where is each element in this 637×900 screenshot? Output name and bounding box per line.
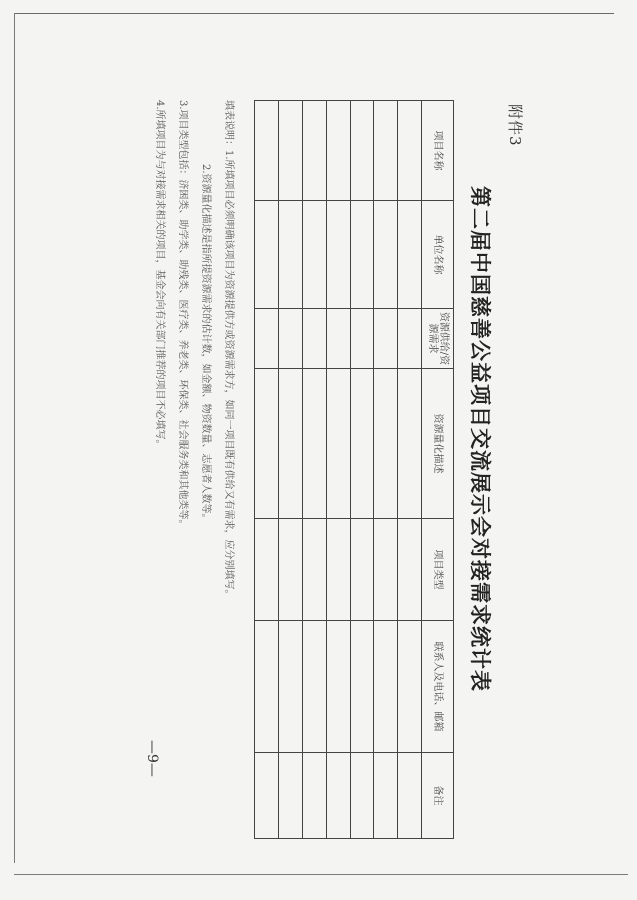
scan-edge-bottom <box>14 874 628 875</box>
demand-statistics-table <box>254 100 454 839</box>
instruction-line-1: 填表说明：1.所填项目必须明确该项目为资源提供方或资源需求方，如同一项目既有供给又有需求，应分别填写。 <box>223 100 234 600</box>
header-remarks: 备注 <box>422 753 454 839</box>
header-project-type: 项目类型 <box>422 519 454 621</box>
scan-edge-top <box>14 13 614 14</box>
table-row <box>278 101 302 839</box>
table-row <box>398 101 422 839</box>
header-unit-name: 单位名称 <box>422 201 454 309</box>
instruction-line-2: 2.资源量化描述是指所提资源需求的估计数，如金额、物资数量、志愿者人数等。 <box>200 164 211 524</box>
attachment-label: 附件3 <box>506 104 524 147</box>
table-row <box>326 101 350 839</box>
scan-edge-left <box>14 13 15 863</box>
instruction-line-4: 4.所填项目为与对接需求相关的项目，基金会向有关部门推荐的项目不必填写。 <box>154 100 165 450</box>
rotated-document-sheet <box>144 100 530 838</box>
page-number: —9— <box>144 740 160 777</box>
header-quantified-description: 资源量化描述 <box>422 369 454 519</box>
table-row <box>255 101 279 839</box>
header-contact: 联系人及电话、邮箱 <box>422 621 454 753</box>
table-row <box>374 101 398 839</box>
document-title: 第二届中国慈善公益项目交流展示会对接需求统计表 <box>468 186 493 692</box>
table-row <box>302 101 326 839</box>
table-row <box>350 101 374 839</box>
header-supply-demand: 资源供给/资源需求 <box>422 309 454 369</box>
filling-instructions <box>148 100 240 838</box>
header-project-name: 项目名称 <box>422 101 454 201</box>
instruction-line-3: 3.项目类型包括：济困类、助学类、助残类、医疗类、养老类、环保类、社会服务类和其他类等。 <box>177 100 188 530</box>
table-header-row <box>422 101 454 839</box>
